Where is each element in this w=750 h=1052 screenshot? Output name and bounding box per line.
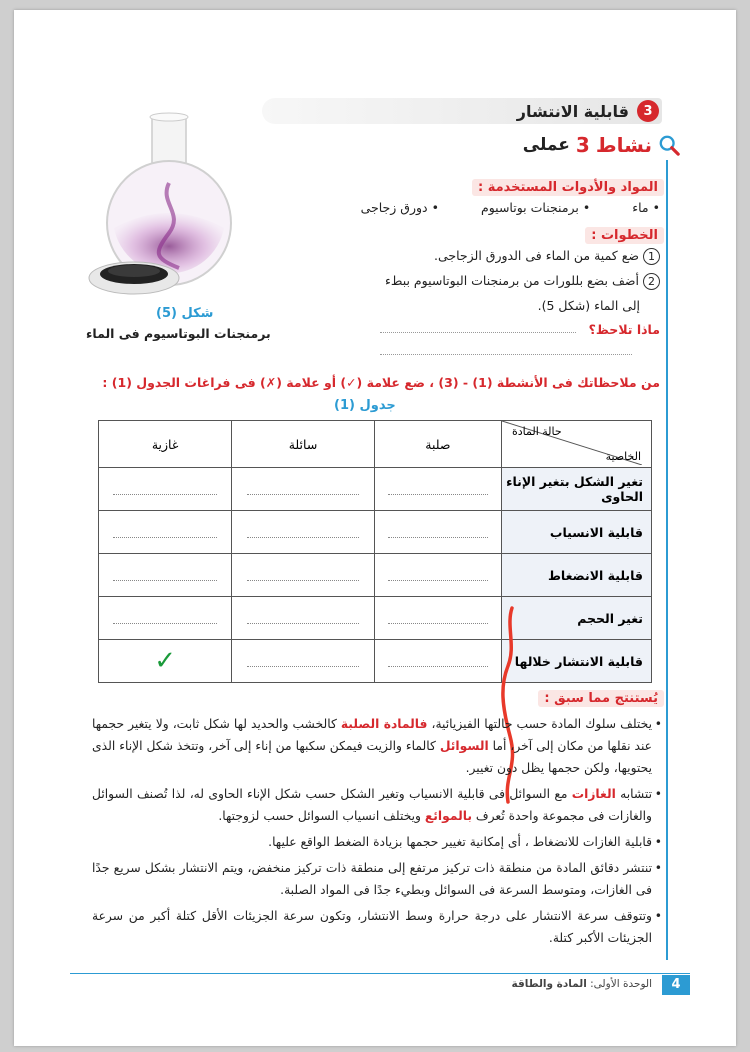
table-row [99,468,652,511]
step-text: أضف بضع بللورات من برمنجنات البوتاسيوم ببطء [384,273,639,288]
answer-cell[interactable] [374,511,501,554]
activity-type: عملى [522,135,570,155]
answer-cell[interactable] [99,597,232,640]
section-number: 3 [637,100,659,122]
answer-line[interactable] [380,332,576,333]
footer-rule [70,973,690,974]
table-row [99,511,652,554]
answer-cell[interactable] [232,468,374,511]
answer-cell[interactable] [99,468,232,511]
answer-cell[interactable] [99,640,232,683]
table-row [99,640,652,683]
magnifier-icon [658,134,680,156]
material-item: • دورق زجاجى [360,200,439,215]
answer-cell[interactable] [99,511,232,554]
footer-unit-label: الوحدة الأولى: [590,978,652,990]
conclusion-bullet: • تنتشر دقائق المادة من منطقة ذات تركيز مرتفع إلى منطقة ذات تركيز منخفض، ويتم الانتشار بشكل سريع جدًا فى الغازات، ومتوسط السرعة فى السوائل وبطيء جدًا فى المواد الصلبة. [92,857,652,901]
material-item: • برمنجنات بوتاسيوم [480,200,591,215]
answer-cell[interactable] [374,554,501,597]
activity-number: 3 [575,133,590,157]
materials-heading-wrap [472,176,664,195]
flask-illustration [74,108,254,308]
step-number: 1 [643,248,660,265]
textbook-page [14,10,736,1046]
check-mark-icon: ✓ [154,646,177,676]
activity-word: نشاط [595,133,652,157]
activity-heading [523,133,680,157]
corner-bottom-label: الخاصية [605,450,641,463]
answer-cell[interactable] [232,511,374,554]
steps-heading: الخطوات : [585,227,664,244]
conclusion-heading: يُستنتج مما سبق : [538,690,664,707]
footer-unit-title: المادة والطاقة [511,978,587,990]
answer-cell[interactable] [232,597,374,640]
materials-heading: المواد والأدوات المستخدمة : [472,179,664,196]
column-header: غازية [99,421,232,468]
column-header: سائلة [232,421,374,468]
step-text: ضع كمية من الماء فى الدورق الزجاجى. [433,248,639,263]
row-header: تغير الشكل بتغير الإناء الحاوى [502,468,652,511]
column-header: صلبة [374,421,501,468]
conclusion-bullet: • يختلف سلوك المادة حسب حالتها الفيزيائية، فالمادة الصلبة كالخشب والحديد لها شكل ثابت، ولا يتغير حجمها عند نقلها من مكان إلى آخر، أما السوائل كالماء والزيت فيمكن سكبها من إناء إلى آخر، وتتخذ شكل الإناء الذى يحتويها، ولكن حجمها يظل دون تغيير. [92,713,652,779]
answer-cell[interactable] [374,468,501,511]
step-2 [385,273,660,290]
footer-unit [512,978,652,990]
answer-cell[interactable] [374,640,501,683]
step-1 [434,248,660,265]
answer-cell[interactable] [232,640,374,683]
answer-cell[interactable] [232,554,374,597]
section-title: قابلية الانتشار [516,101,629,121]
conclusion-bullet: • قابلية الغازات للانضغاط ، أى إمكانية تغيير حجمها بزيادة الضغط الواقع عليها. [92,831,652,853]
conclusion-bullet: • وتتوقف سرعة الانتشار على درجة حرارة وسط الانتشار، وتكون سرعة الجزيئات الأقل كتلة أكبر من سرعة الجزيئات الأكبر كتلة. [92,905,652,949]
corner-cell [502,421,652,468]
margin-rule [666,160,668,960]
instruction-text: من ملاحظاتك فى الأنشطة (1) - (3) ، ضع علامة (✓) أو علامة (✗) فى فراغات الجدول (1) : [102,375,660,390]
observe-question: ماذا تلاحظ؟ [588,322,660,337]
conclusion-bullet: • تتشابه الغازات مع السوائل فى قابلية الانسياب وتغير الشكل حسب شكل الإناء الحاوى له، لذا تُصنف السوائل والغازات فى مجموعة واحدة تُعرف بالموائع ويختلف انسياب السوائل حسب لزوجتها. [92,783,652,827]
row-header: تغير الحجم [502,597,652,640]
properties-table [98,420,652,683]
table-row [99,554,652,597]
table-header-row [99,421,652,468]
materials-list [320,200,660,215]
table-title: جدول (1) [334,398,396,413]
row-header: قابلية الانسياب [502,511,652,554]
row-header: قابلية الانضغاط [502,554,652,597]
row-header: قابلية الانتشار خلالها [502,640,652,683]
step-number: 2 [643,273,660,290]
steps-heading-wrap [585,224,664,243]
answer-line[interactable] [380,354,632,355]
corner-top-label: حالة المادة [512,425,562,438]
answer-cell[interactable] [374,597,501,640]
step-2-cont: إلى الماء (شكل 5). [537,298,640,313]
material-item: • ماء [632,200,660,215]
section-header [262,98,662,124]
figure-label: شكل (5) [156,306,214,321]
conclusion-heading-wrap [538,687,664,706]
answer-cell[interactable] [99,554,232,597]
table-row [99,597,652,640]
page-number: 4 [662,975,690,995]
figure-caption: برمنجنات البوتاسيوم فى الماء [86,326,271,341]
